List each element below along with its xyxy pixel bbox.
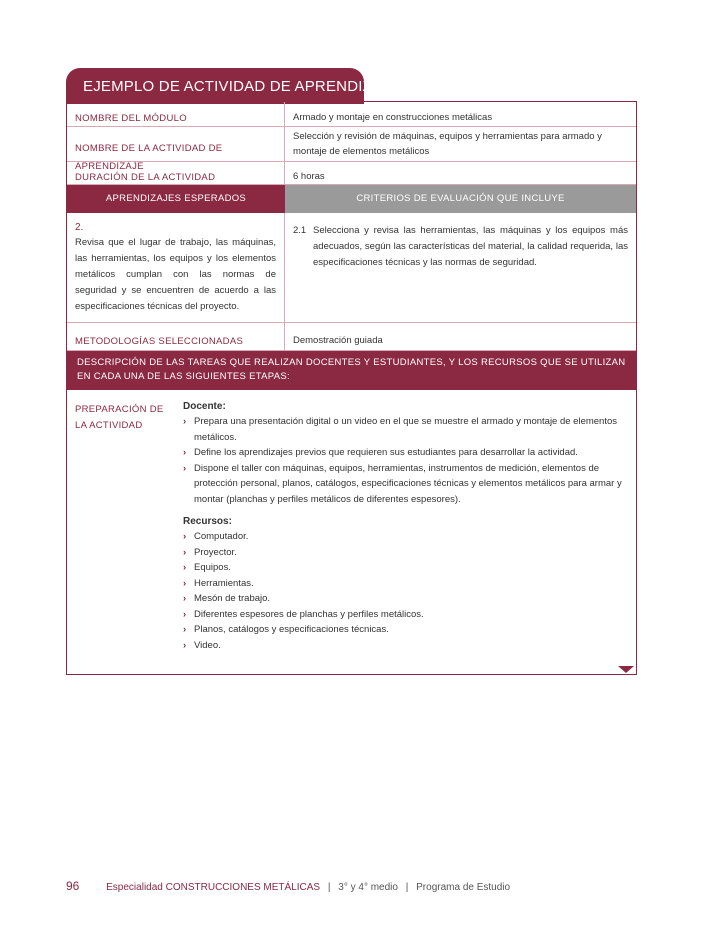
chevron-right-icon: ›	[183, 531, 187, 542]
criterio-number: 2.1	[293, 225, 307, 236]
table-header-row	[67, 185, 636, 213]
chevron-right-icon: ›	[183, 546, 187, 558]
metodologias-value: Demostración guiada	[293, 335, 383, 346]
criterio-text: Selecciona y revisa las herramientas, las máquinas y los equipos más adecuados, según las características del material, la calidad requerida, las especificaciones técnicas y las normas de seguridad.	[313, 225, 628, 268]
chevron-right-icon: ›	[183, 562, 187, 573]
preparacion-row	[67, 390, 636, 675]
footer-separator: |	[327, 882, 331, 893]
activity-tab-title: EJEMPLO DE ACTIVIDAD DE APRENDIZAJE	[66, 68, 364, 104]
list-item: › Define los aprendizajes previos que requieren sus estudiantes para desarrollar la actividad.	[183, 445, 628, 461]
preparacion-content	[183, 401, 628, 653]
aprendizaje-text: Revisa que el lugar de trabajo, las máquinas, las herramientas, los equipos y los elementos metálicos cumplan con las normas de seguridad y se encuentren de acuerdo a las especificaciones técnicas del proyecto.	[75, 237, 276, 312]
descripcion-text: DESCRIPCIÓN DE LAS TAREAS QUE REALIZAN DOCENTES Y ESTUDIANTES, Y LOS RECURSOS QUE SE UTILIZAN EN CADA UNA DE LAS SIGUIENTES ETAPAS:	[77, 357, 626, 382]
criterio-item	[293, 223, 628, 271]
page-footer	[66, 879, 510, 893]
footer-separator: |	[405, 882, 409, 893]
triangle-down-icon	[618, 666, 634, 673]
list-item: › Planos, catálogos y especificaciones técnicas.	[183, 622, 628, 638]
chevron-right-icon: ›	[183, 593, 187, 604]
actividad-label: NOMBRE DE LA ACTIVIDAD DE APRENDIZAJE	[75, 143, 223, 172]
footer-nivel: 3° y 4° medio	[338, 882, 398, 893]
aprendizajes-header: APRENDIZAJES ESPERADOS	[67, 185, 285, 213]
recursos-list	[183, 529, 628, 653]
aprendizaje-row	[67, 213, 636, 323]
list-item: › Mesón de trabajo.	[183, 591, 628, 607]
page-number: 96	[66, 879, 80, 893]
chevron-right-icon: ›	[183, 639, 187, 651]
aprendizaje-number: 2.	[75, 222, 84, 233]
preparacion-label: PREPARACIÓN DE LA ACTIVIDAD	[75, 404, 164, 431]
chevron-right-icon: ›	[183, 608, 187, 620]
list-item: › Equipos.	[183, 560, 628, 576]
list-item: › Prepara una presentación digital o un video en el que se muestre el armado y montaje de elementos metálicos.	[183, 416, 618, 443]
metodologias-label: METODOLOGÍAS SELECCIONADAS	[75, 336, 244, 347]
modulo-value: Armado y montaje en construcciones metálicas	[293, 112, 493, 123]
actividad-row	[67, 127, 636, 172]
activity-table	[66, 101, 637, 675]
chevron-right-icon: ›	[183, 624, 187, 635]
footer-programa: Programa de Estudio	[416, 882, 511, 893]
chevron-right-icon: ›	[183, 447, 187, 458]
docente-heading: Docente:	[183, 401, 226, 412]
chevron-right-icon: ›	[183, 416, 187, 427]
docente-list	[183, 414, 628, 507]
list-item: › Proyector.	[183, 545, 628, 561]
list-item: › Video.	[183, 638, 628, 654]
descripcion-row	[67, 351, 636, 390]
recursos-heading: Recursos:	[183, 516, 232, 527]
modulo-label: NOMBRE DEL MÓDULO	[75, 113, 187, 124]
footer-especialidad: Especialidad CONSTRUCCIONES METÁLICAS	[106, 882, 321, 893]
list-item: › Diferentes espesores de planchas y perfiles metálicos.	[183, 607, 628, 623]
modulo-row	[67, 102, 636, 127]
list-item: › Dispone el taller con máquinas, equipos, herramientas, instrumentos de medición, elementos de protección personal, planos, catálogos, especificaciones técnicas y elementos metálicos para armar y montar (planchas y perfiles metálicos de diferentes espesores).	[183, 462, 622, 505]
chevron-right-icon: ›	[183, 577, 187, 589]
chevron-right-icon: ›	[183, 462, 187, 474]
list-item: › Computador.	[183, 529, 628, 545]
duracion-row	[67, 162, 636, 185]
actividad-value: Selección y revisión de máquinas, equipos y herramientas para armado y montaje de elementos metálicos	[293, 131, 602, 157]
list-item: › Herramientas.	[183, 576, 628, 592]
criterios-header: CRITERIOS DE EVALUACIÓN QUE INCLUYE	[285, 185, 636, 213]
duracion-value: 6 horas	[293, 171, 325, 182]
duracion-label: DURACIÓN DE LA ACTIVIDAD	[75, 172, 216, 183]
metodologias-row	[67, 323, 636, 351]
